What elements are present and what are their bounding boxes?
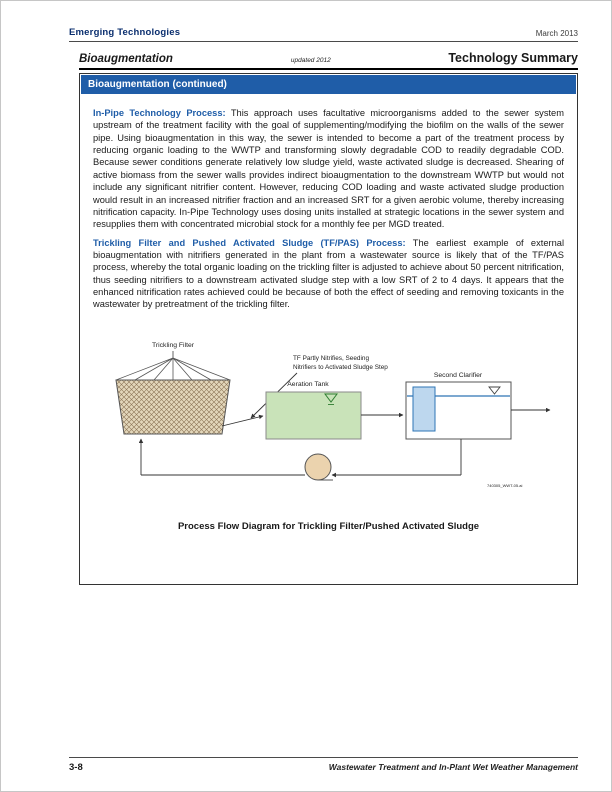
doc-date: March 2013 <box>535 29 578 38</box>
header-divider <box>79 68 578 71</box>
paragraph-body: This approach uses facultative microorganisms added to the sewer system upstream of the treatment facility with the goal of supplementing/modifying the biofilm on the walls of the sewer pipe. Using bioaugmentation in this way, the sewer is intended to become a part of the treatment process by reducing organic loading to the WWTP and transforming slowly degradable COD to readily degradable COD. Because sewer conditions generate relatively low sludge yield, waste activated sludge is decreased. Shearing of active biomass from the sewer walls provides indirect bioaugmentation to the downstream WWTP but would not include any significant nitrifier content. However, reducing COD loading and waste activated sludge production would result in an increased nitrifier fraction and an increased SRT for a given aerobic volume, thereby increasing nitrification capacity. In-Pipe Technology uses dosing units installed at strategic locations in the sewer system and resupplies them with concentrated microbial stock for a monthly fee per MGD treated. <box>93 108 564 230</box>
process-flow-diagram <box>80 337 577 512</box>
aeration-tank-label: Aeration Tank <box>286 380 329 388</box>
trickling-filter <box>116 342 230 434</box>
figure-caption: Process Flow Diagram for Trickling Filter/Pushed Activated Sludge <box>177 520 480 532</box>
body-text <box>80 95 577 311</box>
aeration-tank-basin <box>266 392 361 439</box>
return-sludge-line <box>141 439 461 475</box>
second-clarifier <box>406 372 511 439</box>
trickling-filter-body <box>116 380 230 434</box>
paragraph-body: The earliest example of external bioaugmentation with nitrifiers generated in the plant from a wastewater source is likely that of the TF/PAS process, whereby the total organic loading on the trickling filter is adjusted to achieve about 50 percent nitrification, thus seeding nitrifiers to a downstream activated sludge step with a low SRT of 2 to 4 days. It appears that the enhanced nitrification rates achieved could be because of both the effect of seeding and removing toxicants in the wastewater by pretreatment of the trickling filter. <box>93 237 565 310</box>
doc-brand: Emerging Technologies <box>69 27 181 38</box>
figure-credit: 740305_WWT-05.ai <box>486 482 522 488</box>
footer-title: Wastewater Treatment and In-Plant Wet Weather Management <box>328 762 578 772</box>
pump-body <box>305 454 331 480</box>
paragraph-lead: In-Pipe Technology Process: <box>93 108 226 118</box>
tf-note-line2: Nitrifiers to Activated Sludge Step <box>292 363 388 371</box>
trickling-filter-label: Trickling Filter <box>151 341 194 349</box>
paragraph-lead: Trickling Filter and Pushed Activated Sludge (TF/PAS) Process: <box>93 237 406 248</box>
paragraph-in-pipe <box>93 107 564 231</box>
tf-note-line1: TF Partly Nitrifies, Seeding <box>292 354 369 362</box>
doc-subheader <box>79 51 578 65</box>
doc-updated-note: updated 2012 <box>290 57 331 64</box>
distributor-arms <box>116 358 230 380</box>
doc-type-label: Technology Summary <box>448 51 578 65</box>
section-header-bar: Bioaugmentation (continued) <box>81 75 576 94</box>
page-footer <box>69 757 578 773</box>
second-clarifier-label: Second Clarifier <box>433 371 482 379</box>
clarifier-inlet-baffle <box>413 387 435 431</box>
paragraph-tfpas <box>93 237 564 311</box>
page-header <box>69 27 578 42</box>
content-box <box>79 73 578 585</box>
page-number: 3-8 <box>69 762 83 773</box>
doc-title: Bioaugmentation <box>79 53 173 65</box>
diagram-canvas <box>89 337 569 512</box>
tf-to-tank-flow-arrow <box>222 416 263 426</box>
return-sludge-pump <box>305 454 333 480</box>
